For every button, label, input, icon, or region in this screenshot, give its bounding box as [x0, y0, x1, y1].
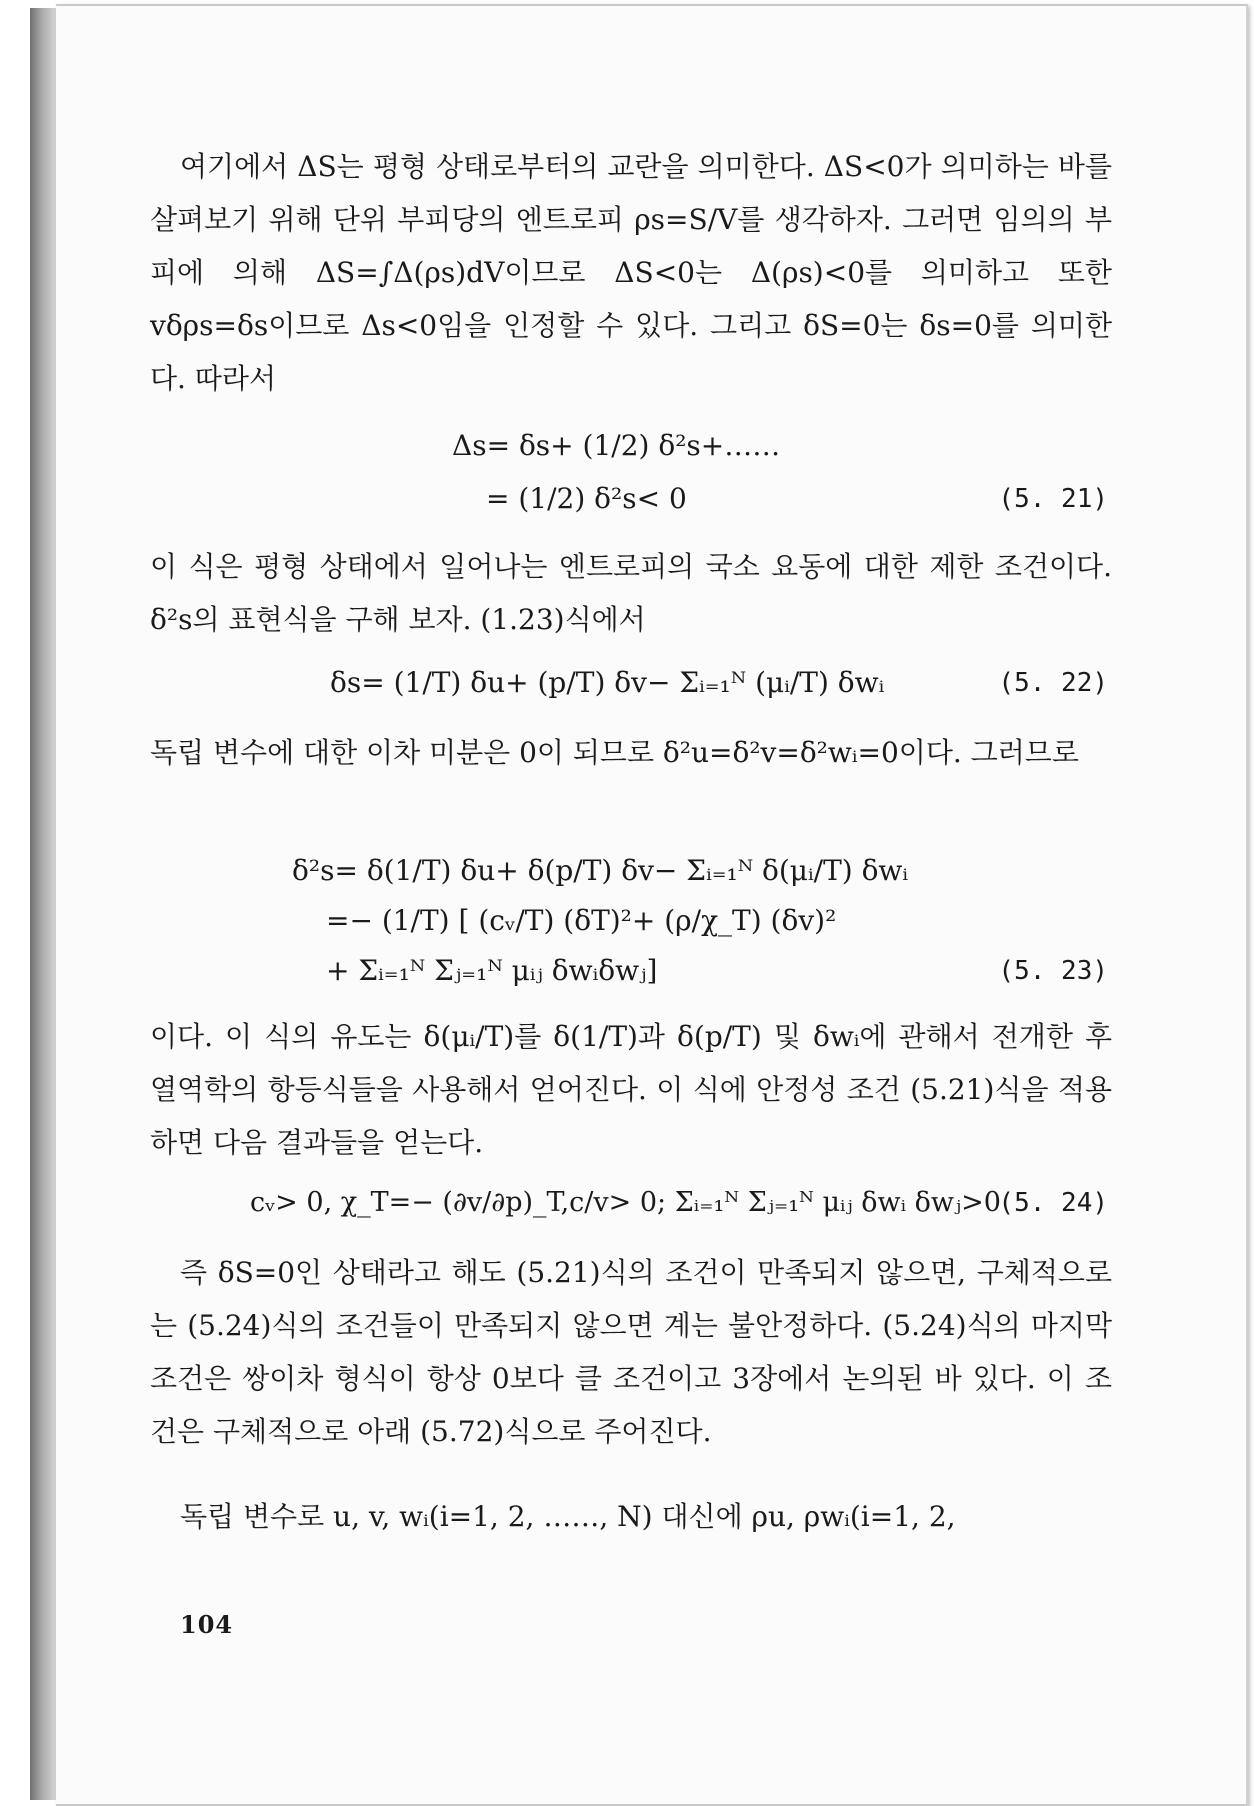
paragraph-1: 여기에서 ΔS는 평형 상태로부터의 교란을 의미한다. ΔS<0가 의미하는 바를 살펴보기 위해 단위 부피당의 엔트로피 ρs=S/V를 생각하자. 그러면 임의의 부피에 의해 ΔS=∫Δ(ρs)dV이므로 ΔS<0는 Δ(ρs)<0를 의미하고 또한 vδρs=δs이므로 Δs<0임을 인정할 수 있다. 그리고 δS=0는 δs=0를 의미한다. 따라서: [150, 150, 1112, 395]
equation-number-5-22: (5. 22): [998, 668, 1108, 698]
paragraph-3: 독립 변수에 대한 이차 미분은 0이 되므로 δ²u=δ²v=δ²wᵢ=0이다. 그러므로: [150, 736, 1079, 769]
paragraph-4: 이다. 이 식의 유도는 δ(μᵢ/T)를 δ(1/T)과 δ(p/T) 및 δwᵢ에 관해서 전개한 후 열역학의 항등식들을 사용해서 얻어진다. 이 식에 안정성 조건 (5.21)식을 적용하면 다음 결과들을 얻는다.: [150, 1020, 1113, 1159]
equation-5-21-line1: Δs= δs+ (1/2) δ²s+……: [452, 429, 781, 462]
equation-number-5-24: (5. 24): [998, 1188, 1108, 1218]
equation-5-21-line2: = (1/2) δ²s< 0: [486, 482, 687, 515]
paragraph-5: 즉 δS=0인 상태라고 해도 (5.21)식의 조건이 만족되지 않으면, 구체적으로는 (5.24)식의 조건들이 만족되지 않으면 계는 불안정하다. (5.24)식의 마지막 조건은 쌍이차 형식이 항상 0보다 클 조건이고 3장에서 논의된 바 있다. 이 조건은 구체적으로 아래 (5.72)식으로 주어진다.: [150, 1256, 1112, 1448]
paragraph-2: 이 식은 평형 상태에서 일어나는 엔트로피의 국소 요동에 대한 제한 조건이다. δ²s의 표현식을 구해 보자. (1.23)식에서: [150, 550, 1112, 636]
book-spine: [30, 8, 57, 1800]
paragraph-6: 독립 변수로 u, v, wᵢ(i=1, 2, ……, N) 대신에 ρu, ρwᵢ(i=1, 2,: [180, 1500, 956, 1533]
equation-5-22: δs= (1/T) δu+ (p/T) δv− Σᵢ₌₁ᴺ (μᵢ/T) δwᵢ: [330, 666, 885, 699]
equation-number-5-23: (5. 23): [998, 956, 1108, 986]
equation-5-23-line3: + Σᵢ₌₁ᴺ Σⱼ₌₁ᴺ μᵢⱼ δwᵢδwⱼ]: [326, 954, 658, 987]
equation-5-23-line2: =− (1/T) [ (cᵥ/T) (δT)²+ (ρ/χ_T) (δv)²: [326, 904, 837, 937]
equation-5-23-line1: δ²s= δ(1/T) δu+ δ(p/T) δv− Σᵢ₌₁ᴺ δ(μᵢ/T) δwᵢ: [292, 854, 909, 887]
equation-5-24: cᵥ> 0, χ_T=− (∂v/∂p)_T,c/v> 0; Σᵢ₌₁ᴺ Σⱼ₌₁ᴺ μᵢⱼ δwᵢ δwⱼ>0: [250, 1187, 1001, 1218]
equation-number-5-21: (5. 21): [998, 484, 1108, 514]
page-number: 104: [180, 1610, 234, 1639]
